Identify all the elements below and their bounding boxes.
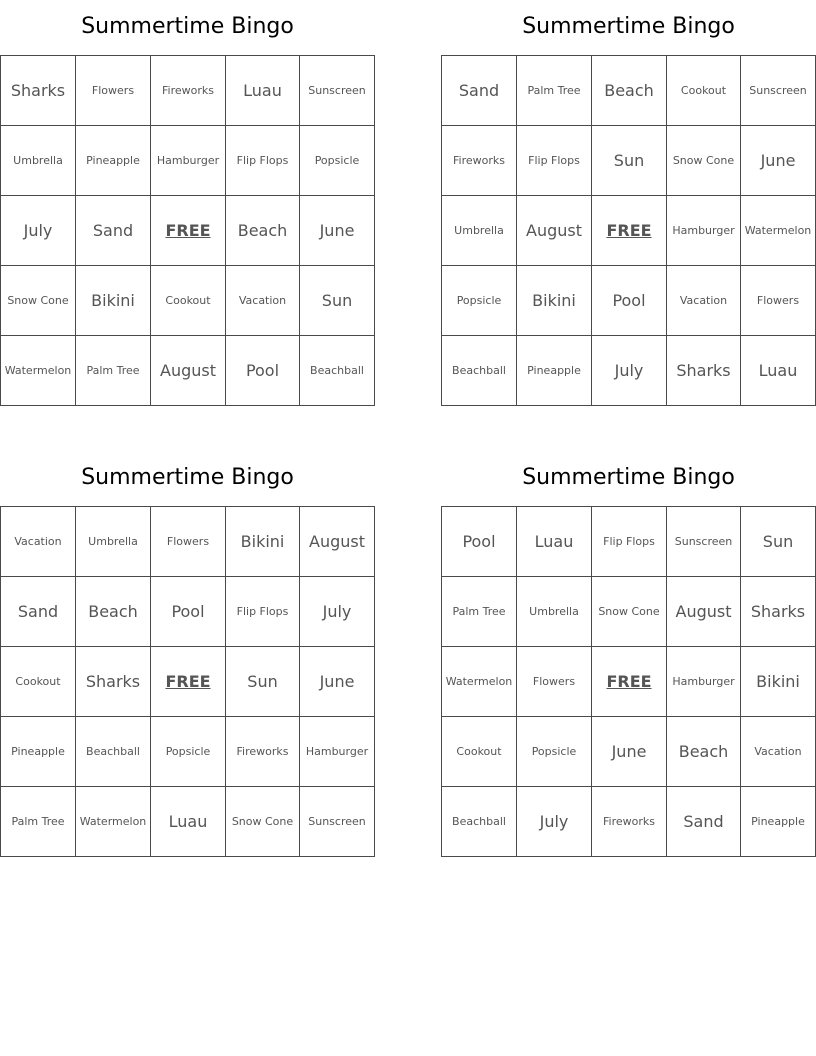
bingo-cell: Beachball	[76, 717, 151, 787]
bingo-cell: Sun	[741, 507, 816, 577]
card-title-text: Summertime Bingo	[522, 465, 735, 490]
bingo-cell: Sun	[226, 647, 300, 717]
bingo-cell: Flowers	[151, 507, 226, 577]
bingo-cell: Palm Tree	[76, 336, 151, 406]
free-space-cell: FREE	[151, 647, 226, 717]
bingo-cell: Hamburger	[667, 647, 741, 717]
bingo-cell: June	[300, 196, 375, 266]
bingo-cell: Popsicle	[300, 126, 375, 196]
bingo-cell: Sunscreen	[741, 56, 816, 126]
bingo-cell: Beachball	[300, 336, 375, 406]
bingo-cell: Cookout	[151, 266, 226, 336]
bingo-cell: Sand	[667, 787, 741, 857]
bingo-cell: August	[151, 336, 226, 406]
bingo-cell: Beachball	[442, 336, 517, 406]
bingo-cell: Sunscreen	[667, 507, 741, 577]
bingo-cell: Flowers	[517, 647, 592, 717]
bingo-cell: Sharks	[667, 336, 741, 406]
bingo-cell: Luau	[741, 336, 816, 406]
bingo-cell: Beach	[592, 56, 667, 126]
bingo-cell: Flowers	[741, 266, 816, 336]
card-title-text: Summertime Bingo	[81, 14, 294, 39]
bingo-cell: Bikini	[76, 266, 151, 336]
bingo-cell: Beachball	[442, 787, 517, 857]
bingo-cell: Vacation	[667, 266, 741, 336]
bingo-cell: Flip Flops	[226, 577, 300, 647]
bingo-cell: July	[592, 336, 667, 406]
bingo-cell: August	[517, 196, 592, 266]
bingo-cell: Sand	[76, 196, 151, 266]
bingo-card-3	[0, 451, 375, 857]
bingo-card-4	[441, 451, 816, 857]
bingo-cell: Fireworks	[226, 717, 300, 787]
bingo-cell: Sharks	[741, 577, 816, 647]
card-title	[0, 0, 375, 55]
bingo-cell: Watermelon	[741, 196, 816, 266]
bingo-cell: Watermelon	[442, 647, 517, 717]
bingo-cell: Cookout	[667, 56, 741, 126]
bingo-card-2	[441, 0, 816, 406]
bingo-cell: Snow Cone	[226, 787, 300, 857]
bingo-cell: Sharks	[76, 647, 151, 717]
bingo-cell: Palm Tree	[442, 577, 517, 647]
free-space-cell: FREE	[592, 196, 667, 266]
bingo-cell: Umbrella	[1, 126, 76, 196]
bingo-cell: Hamburger	[667, 196, 741, 266]
bingo-cell: Snow Cone	[592, 577, 667, 647]
bingo-cell: Cookout	[442, 717, 517, 787]
bingo-cell: Flip Flops	[592, 507, 667, 577]
bingo-cell: Watermelon	[76, 787, 151, 857]
bingo-card-1	[0, 0, 375, 406]
bingo-cell: June	[592, 717, 667, 787]
card-title-text: Summertime Bingo	[522, 14, 735, 39]
bingo-cell: Sand	[1, 577, 76, 647]
bingo-cell: July	[300, 577, 375, 647]
bingo-cell: Sand	[442, 56, 517, 126]
bingo-cell: Flip Flops	[226, 126, 300, 196]
bingo-cell: Sun	[300, 266, 375, 336]
bingo-grid	[441, 55, 816, 406]
bingo-cell: Popsicle	[517, 717, 592, 787]
bingo-cell: Pineapple	[1, 717, 76, 787]
free-space-cell: FREE	[592, 647, 667, 717]
bingo-cell: Umbrella	[442, 196, 517, 266]
bingo-cell: Watermelon	[1, 336, 76, 406]
bingo-grid	[441, 506, 816, 857]
bingo-cell: Luau	[226, 56, 300, 126]
bingo-cell: Sunscreen	[300, 787, 375, 857]
bingo-cell: July	[517, 787, 592, 857]
bingo-cell: August	[300, 507, 375, 577]
bingo-cell: Vacation	[1, 507, 76, 577]
bingo-grid	[0, 55, 375, 406]
bingo-cell: Snow Cone	[1, 266, 76, 336]
bingo-cell: Pineapple	[76, 126, 151, 196]
bingo-cell: Pool	[226, 336, 300, 406]
bingo-cell: Hamburger	[300, 717, 375, 787]
bingo-cell: Palm Tree	[1, 787, 76, 857]
bingo-cell: June	[741, 126, 816, 196]
bingo-cell: Beach	[667, 717, 741, 787]
bingo-cell: Pineapple	[741, 787, 816, 857]
bingo-cell: Snow Cone	[667, 126, 741, 196]
bingo-cell: Bikini	[517, 266, 592, 336]
bingo-cell: Fireworks	[442, 126, 517, 196]
bingo-grid	[0, 506, 375, 857]
card-title	[441, 0, 816, 55]
bingo-cell: Umbrella	[76, 507, 151, 577]
bingo-cell: Sunscreen	[300, 56, 375, 126]
bingo-cell: Popsicle	[151, 717, 226, 787]
bingo-cell: Pool	[442, 507, 517, 577]
bingo-cell: Pool	[151, 577, 226, 647]
bingo-cell: Flowers	[76, 56, 151, 126]
bingo-cell: Pool	[592, 266, 667, 336]
bingo-cell: Flip Flops	[517, 126, 592, 196]
bingo-cell: Vacation	[226, 266, 300, 336]
bingo-cell: Bikini	[226, 507, 300, 577]
bingo-cell: Fireworks	[151, 56, 226, 126]
bingo-cell: Umbrella	[517, 577, 592, 647]
bingo-cell: June	[300, 647, 375, 717]
card-title	[0, 451, 375, 506]
bingo-cell: Beach	[226, 196, 300, 266]
free-space-cell: FREE	[151, 196, 226, 266]
bingo-cell: Luau	[517, 507, 592, 577]
bingo-cell: Popsicle	[442, 266, 517, 336]
bingo-cell: Sharks	[1, 56, 76, 126]
card-title-text: Summertime Bingo	[81, 465, 294, 490]
bingo-cell: August	[667, 577, 741, 647]
bingo-cell: Beach	[76, 577, 151, 647]
bingo-cell: Pineapple	[517, 336, 592, 406]
bingo-cell: Bikini	[741, 647, 816, 717]
bingo-cell: Vacation	[741, 717, 816, 787]
bingo-cell: Cookout	[1, 647, 76, 717]
bingo-cell: Hamburger	[151, 126, 226, 196]
bingo-cell: Palm Tree	[517, 56, 592, 126]
bingo-cell: July	[1, 196, 76, 266]
card-title	[441, 451, 816, 506]
bingo-cell: Sun	[592, 126, 667, 196]
bingo-cell: Fireworks	[592, 787, 667, 857]
bingo-cell: Luau	[151, 787, 226, 857]
